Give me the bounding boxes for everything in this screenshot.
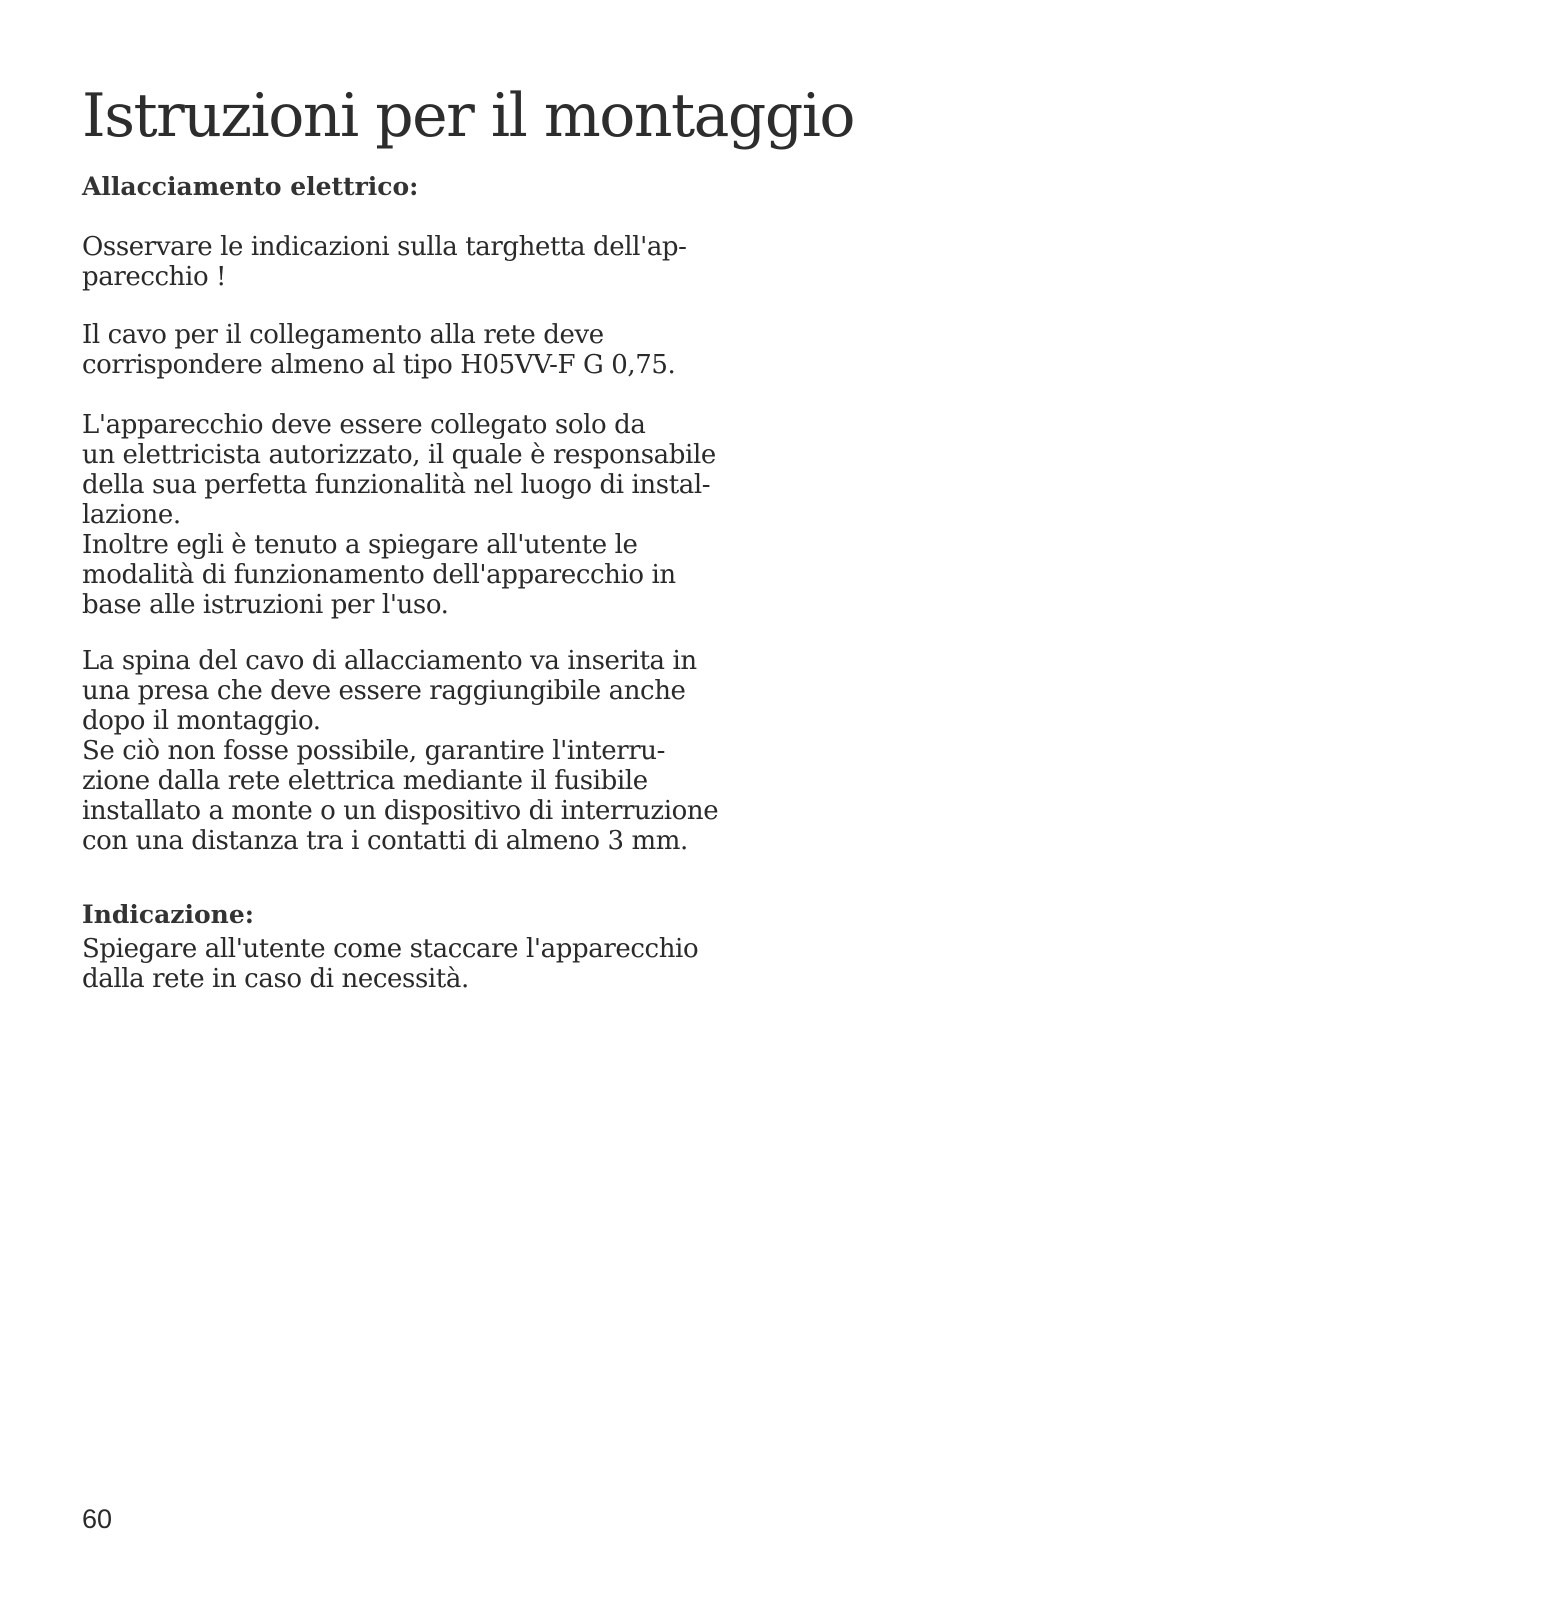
text-line: La spina del cavo di allacciamento va inserita in: [82, 646, 697, 676]
paragraph-authorized-electrician: [82, 410, 802, 620]
paragraph-rating-plate: [82, 232, 802, 292]
text-line: Il cavo per il collegamento alla rete deve: [82, 320, 604, 350]
page-title: Istruzioni per il montaggio: [82, 81, 855, 151]
text-line: base alle istruzioni per l'uso.: [82, 590, 449, 620]
text-line: installato a monte o un dispositivo di interruzione: [82, 796, 719, 826]
paragraph-cable-type: [82, 320, 802, 380]
section-heading-note: Indicazione:: [82, 900, 254, 929]
text-line: della sua perfetta funzionalità nel luogo di instal-: [82, 470, 711, 500]
text-line: modalità di funzionamento dell'apparecchio in: [82, 560, 676, 590]
text-line: un elettricista autorizzato, il quale è responsabile: [82, 440, 716, 470]
paragraph-plug-socket: [82, 646, 802, 856]
text-line: zione dalla rete elettrica mediante il fusibile: [82, 766, 648, 796]
text-line: L'apparecchio deve essere collegato solo da: [82, 410, 646, 440]
text-line: con una distanza tra i contatti di almeno 3 mm.: [82, 826, 688, 856]
text-line: Se ciò non fosse possibile, garantire l'interru-: [82, 736, 665, 766]
text-line: lazione.: [82, 500, 181, 530]
text-line: parecchio !: [82, 262, 227, 292]
text-line: Osservare le indicazioni sulla targhetta dell'ap-: [82, 232, 687, 262]
text-line: Spiegare all'utente come staccare l'apparecchio: [82, 934, 699, 964]
text-line: una presa che deve essere raggiungibile anche: [82, 676, 686, 706]
page-number: 60: [82, 1504, 113, 1534]
text-line: Inoltre egli è tenuto a spiegare all'utente le: [82, 530, 638, 560]
text-line: dopo il montaggio.: [82, 706, 321, 736]
text-line: corrispondere almeno al tipo H05VV-F G 0,75.: [82, 350, 676, 380]
text-line: dalla rete in caso di necessità.: [82, 964, 469, 994]
section-heading-electrical-connection: Allacciamento elettrico:: [82, 172, 419, 201]
paragraph-disconnect-instruction: [82, 934, 802, 994]
